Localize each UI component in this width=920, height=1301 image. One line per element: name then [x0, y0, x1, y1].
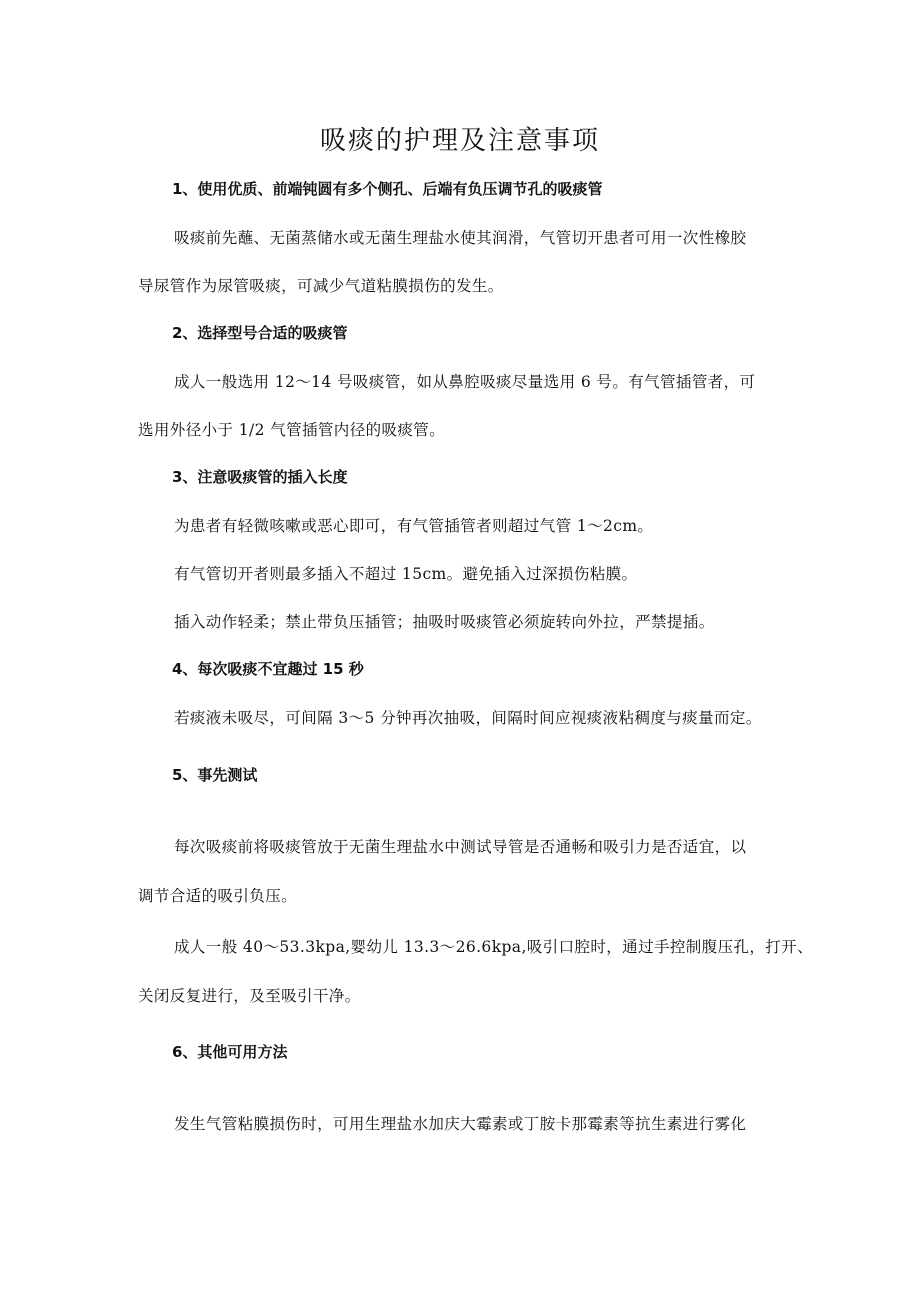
section-5-paragraph-line-3: 成人一般 40～53.3kpa,婴幼儿 13.3～26.6kpa,吸引口腔时，通过手控制腹压孔，打开、 — [174, 938, 813, 956]
section-1-paragraph-line-1: 吸痰前先蘸、无菌蒸储水或无菌生理盐水使其润滑，气管切开患者可用一次性橡胶 — [174, 229, 747, 247]
section-5-paragraph-line-4: 关闭反复进行，及至吸引干净。 — [138, 987, 361, 1005]
section-2-heading: 2、选择型号合适的吸痰管 — [172, 324, 348, 342]
section-6-heading: 6、其他可用方法 — [172, 1043, 288, 1061]
section-5-paragraph-line-2: 调节合适的吸引负压。 — [138, 887, 298, 905]
section-3-heading: 3、注意吸痰管的插入长度 — [172, 468, 348, 486]
section-6-paragraph-line-1: 发生气管粘膜损伤时，可用生理盐水加庆大霉素或丁胺卡那霉素等抗生素进行雾化 — [174, 1115, 747, 1133]
section-2-paragraph-line-1: 成人一般选用 12～14 号吸痰管，如从鼻腔吸痰尽量选用 6 号。有气管插管者，可 — [174, 373, 756, 391]
section-2-paragraph-line-2: 选用外径小于 1/2 气管插管内径的吸痰管。 — [138, 421, 446, 439]
section-3-paragraph-line-2: 有气管切开者则最多插入不超过 15cm。避免插入过深损伤粘膜。 — [174, 565, 638, 583]
section-5-heading: 5、事先测试 — [172, 766, 258, 784]
section-4-paragraph-line-1: 若痰液未吸尽，可间隔 3～5 分钟再次抽吸，间隔时间应视痰液粘稠度与痰量而定。 — [174, 709, 762, 727]
section-4-heading: 4、每次吸痰不宜趣过 15 秒 — [172, 660, 364, 678]
section-5-paragraph-line-1: 每次吸痰前将吸痰管放于无菌生理盐水中测试导管是否通畅和吸引力是否适宜，以 — [174, 838, 747, 856]
section-1-paragraph-line-2: 导尿管作为尿管吸痰，可减少气道粘膜损伤的发生。 — [138, 277, 504, 295]
section-1-heading: 1、使用优质、前端钝圆有多个侧孔、后端有负压调节孔的吸痰管 — [172, 180, 603, 198]
document-title: 吸痰的护理及注意事项 — [319, 126, 600, 156]
section-3-paragraph-line-1: 为患者有轻微咳嗽或恶心即可，有气管插管者则超过气管 1～2cm。 — [174, 517, 654, 535]
section-3-paragraph-line-3: 插入动作轻柔；禁止带负压插管；抽吸时吸痰管必须旋转向外拉，严禁提插。 — [174, 613, 715, 631]
